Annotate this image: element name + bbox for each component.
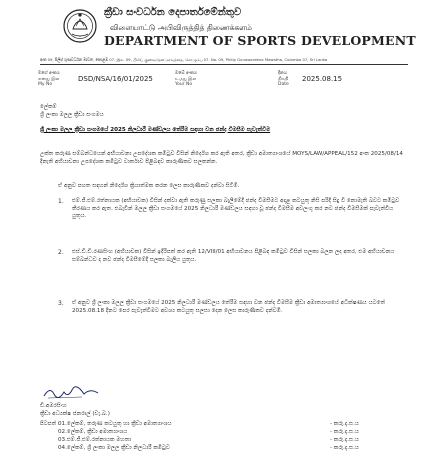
list-item: ඒ අනුව ශ්‍රී ලංකා මලල ක්‍රීඩා සංගමයේ 2025 නිලධාරී මණ්ඩලය තේරීම සඳහා වන ඡන්ද විමසීම ක්‍රීඩා අමාත්‍යාංශයේ අධීක්ෂණය යටතේ 2025.08.18 දිනට පෙර පැවැත්වීමට අවශ්‍ය කටයුතු සලසා දෙන ලෙස කාරුණිකව දන්වමි. [72, 300, 385, 314]
list-item: එම්.ජී.එම්.රත්නායක (අභියාචක) විසින් දක්වා ඇති කරුණු සලකා බැලීමේදී ඡන්ද විමසීමට අදාළ කටයුතු නිසි පරිදි සිදු වී නොමැති බවට කමිටුව තීරණය කර ඇත. එබැවින් මලල ක්‍රීඩා සංගමයේ 2025 නිලධාරී මණ්ඩලය සඳහා වූ ඡන්ද විමසීම අවලංගු කර නව ඡන්ද විමසීමක් පැවැත්විය යුතුය. [72, 198, 400, 220]
item-number: 3. [58, 300, 64, 307]
date-label: දිනය திகதி Date [278, 71, 289, 87]
item-number: 2. [58, 249, 64, 256]
item-number: 1. [58, 198, 64, 205]
cc-item-action: - කරු.දැ.ස.ය [330, 429, 359, 435]
cc-item-action: - කරු.දැ.ස.ය [330, 421, 359, 427]
my-no-label: මගේ අංකය எனது இல My No [38, 71, 60, 87]
cc-item: 03.එම්.ජී.එම්.රත්නායක මහතා [58, 437, 132, 443]
cc-item: 02.ලේකම්, ක්‍රීඩා අමාත්‍යාංශය [58, 429, 128, 435]
recipient-organization: ශ්‍රී ලංකා මලල ක්‍රීඩා සංගමය [40, 112, 104, 118]
signatory-title: ක්‍රීඩා අධ්‍යක්ෂ ජනරාල් (වැ.බ.) [40, 411, 110, 417]
cc-item-action: - කරු.දැ.ස.ය [330, 437, 359, 443]
signature-scribble [42, 384, 102, 402]
date-value: 2025.08.15 [302, 75, 343, 83]
signatory-name: ඩී.අමරසිංහ [40, 403, 67, 409]
department-address: අංක 09, පිලිප් ගුණවර්ධන මාවත, කොළඹ 07. இல. 09, பிலிப் குணவர்தன மாவத்தை, கொழும்பு 07. No. 09, Philip Gunawardena Mawatha, Colombo 07, Sri Lanka [40, 57, 328, 62]
copies-label: පිටපත් : [40, 421, 60, 427]
cc-item: 04.ලේකම්, ශ්‍රී ලංකා මලල ක්‍රීඩා නිලධාරී කමිටුව [58, 445, 170, 451]
body-intro: උක්ත කරුණ සම්බන්ධයෙන් අභියාචනා උපදේශක කමිටුව විසින් නිර්දේශ කර ඇති අතර, ක්‍රීඩා අමාත්‍යාංශයේ MOYS/LAW/APPEAL/152 අංක 2025/08/14 දිනැති අභියාචනා උපදේශක කමිටුව වාර්තාව පිළිබඳව කාරුණිකව සලකන්න. [40, 151, 403, 165]
department-name-sinhala: ක්‍රීඩා සංවර්ධන දෙපාර්තමේන්තුව [104, 7, 242, 18]
body-intro-2: ඒ අනුව පහත සඳහන් නිර්දේශ ක්‍රියාත්මක කරන ලෙස කාරුණිකව දන්වා සිටිමි. [58, 183, 240, 189]
cc-item-action: - කරු.දැ.ස.ය [330, 445, 359, 451]
your-no-label: ඔබේ අංකය உமது இல Your No [175, 71, 197, 87]
letter-subject: ශ්‍රී ලංකා මලල ක්‍රීඩා සංගමයේ 2025 නිලධාරී මණ්ඩලය තේරීම සඳහා වන ඡන්ද විමසීම පැවැත්වීම [40, 127, 271, 133]
my-no-value: DSD/NSA/16/01/2025 [78, 75, 153, 83]
cc-item: 01.ලේකම්, තරුණ කටයුතු හා ක්‍රීඩා අමාත්‍යාංශය [58, 421, 172, 427]
header-divider [40, 64, 408, 65]
department-name-tamil: விளையாட்டு அபிவிருத்தித் திணைக்களம் [110, 23, 252, 32]
department-name-english: DEPARTMENT OF SPORTS DEVELOPMENT [104, 33, 416, 48]
recipient-title: ලේකම් [40, 104, 57, 110]
list-item: එස්.ඩී.ඩී.රණසිංහ (අභියාචක) විසින් ඉදිරිපත් කර ඇති 12/VIII/01 අභියාචනය පිළිබඳ කමිටුව විසින් සලකා බලන ලද අතර, එම අභියාචනය සම්බන්ධව ද නව ඡන්ද විමසීමේදී සලකා බැලිය යුතුය. [72, 249, 395, 263]
national-emblem-icon [62, 8, 98, 44]
